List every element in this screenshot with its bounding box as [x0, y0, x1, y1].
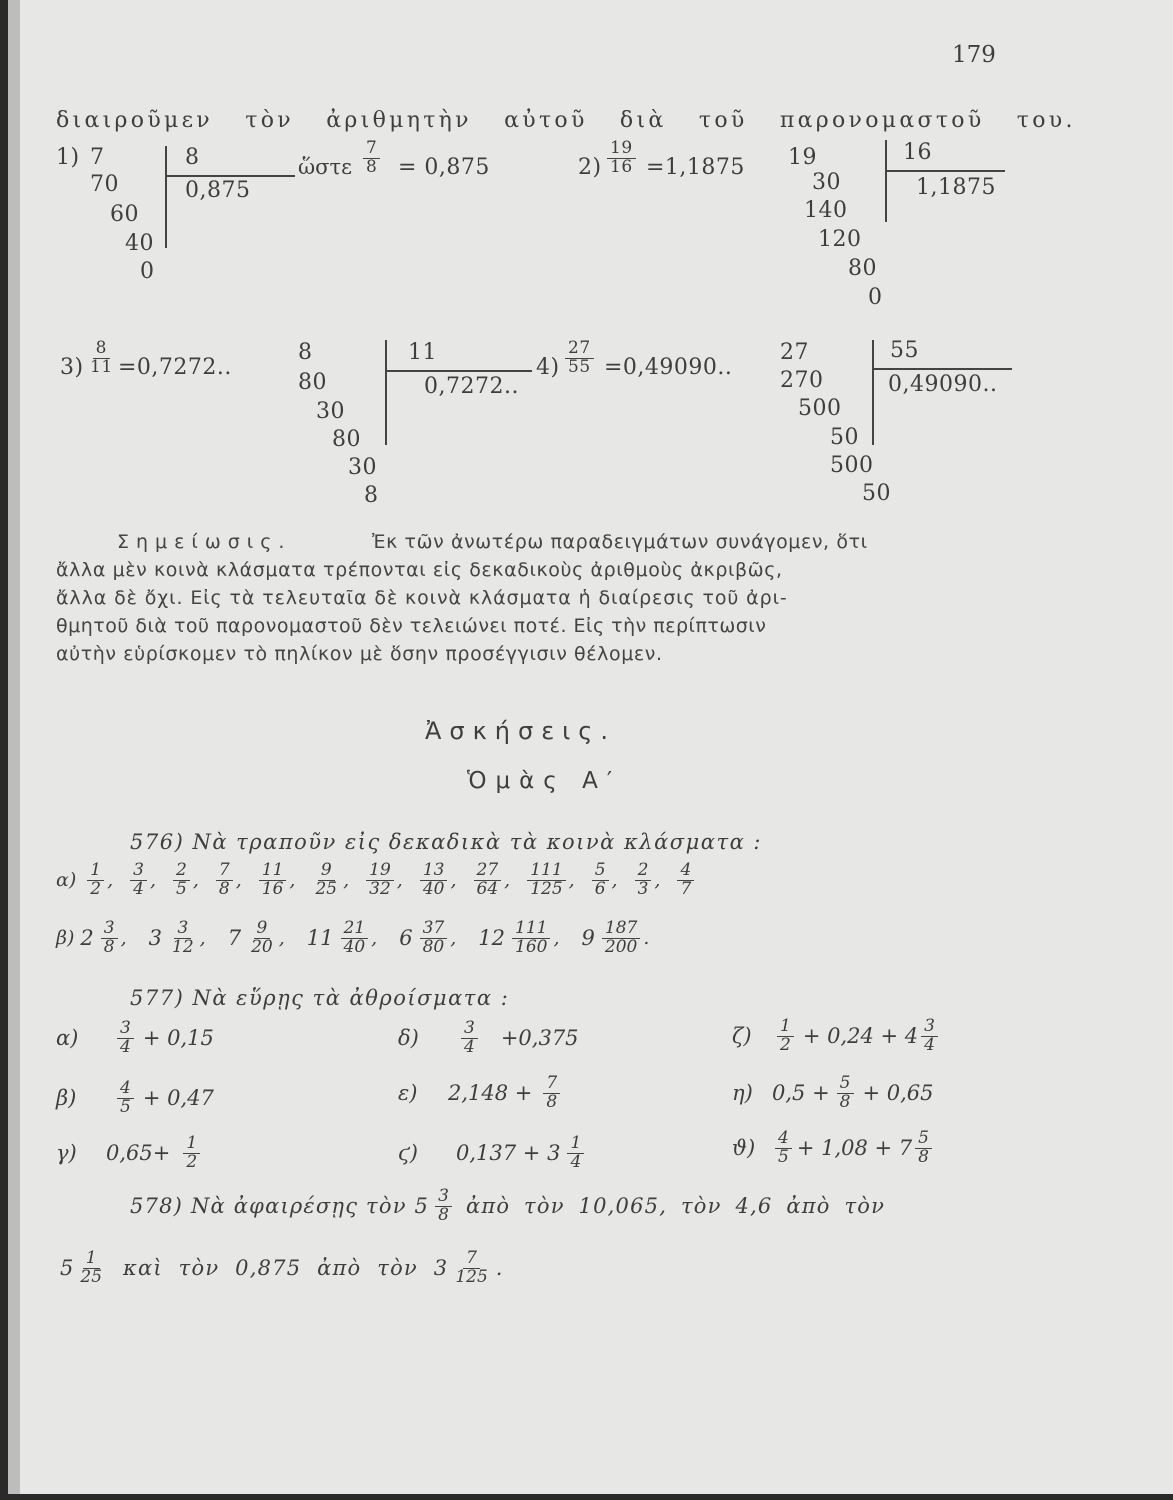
ex1-step: 40 — [125, 231, 154, 256]
ex1-step: 0 — [140, 259, 155, 284]
ex576-a-fraction: $\frac{2}{5}$ , — [170, 862, 199, 899]
ex576-b-mixed-number: 2 $\frac{3}{8}$ , — [80, 918, 127, 957]
intro-line: διαιροῦμεν τὸν ἀριθμητὴν αὐτοῦ διὰ τοῦ παρονομαστοῦ του. — [56, 108, 1076, 133]
ex1-label: 1) — [56, 145, 80, 170]
ex2-step: 0 — [868, 285, 883, 310]
ex1-step: 70 — [90, 172, 119, 197]
ex3-division-rule — [387, 370, 532, 372]
ex2-fraction: $\frac{19}{16}$ — [607, 140, 636, 177]
ex576-a-row — [56, 862, 711, 899]
note-heading: Σημείωσις. — [117, 531, 292, 553]
ex3-result: =0,7272.. — [118, 355, 232, 380]
ex576-a-fraction: $\frac{11}{16}$ , — [256, 862, 296, 899]
ex1-step: 7 — [90, 145, 105, 170]
ex2-result: =1,1875 — [646, 155, 745, 180]
ex577-d: δ) $\frac{3}{4}$ +0,375 — [398, 1018, 579, 1057]
ex2-step: 19 — [788, 145, 817, 170]
ex577-f: ϛ) 0,137 + 3 $\frac{1}{4}$ — [398, 1135, 587, 1172]
ex3-quotient: 0,7272.. — [424, 374, 519, 399]
ex576-a-fraction: $\frac{27}{64}$ , — [471, 862, 511, 899]
ex576-b-mixed-number: 7 $\frac{9}{20}$ , — [227, 918, 285, 957]
ex577-i: ϑ) $\frac{4}{5}$ + 1,08 + 7 $\frac{5}{8}$ — [732, 1130, 935, 1167]
ex576-a-fraction: $\frac{7}{8}$ , — [213, 862, 242, 899]
ex577-g: ζ) $\frac{1}{2}$ + 0,24 + 4 $\frac{3}{4}$ — [732, 1018, 941, 1055]
ex576-b-mixed-number: 11 $\frac{21}{40}$ , — [306, 918, 378, 957]
ex2-division-bar — [885, 140, 887, 222]
ex576-b-label: β) — [56, 927, 75, 950]
ex3-step: 80 — [298, 370, 327, 395]
ex2-quotient: 1,1875 — [916, 175, 996, 200]
ex4-step: 50 — [830, 425, 859, 450]
ex3-step: 80 — [332, 427, 361, 452]
ex3-step: 30 — [316, 399, 345, 424]
ex4-division-bar — [872, 340, 874, 445]
exercises-title: Ἀσκήσεις. — [425, 717, 617, 745]
ex1-divisor: 8 — [185, 145, 200, 170]
ex576-a-fraction: $\frac{5}{6}$ , — [589, 862, 618, 899]
ex4-step: 500 — [830, 453, 874, 478]
ex1-division-bar — [165, 146, 167, 248]
ex2-step: 120 — [818, 227, 862, 252]
ex576-a-fraction: $\frac{3}{4}$ , — [127, 862, 156, 899]
note-line: ἄλλα δὲ ὄχι. Εἰς τὰ τελευταῖα δὲ κοινὰ κλάσματα ἡ διαίρεσις τοῦ ἀρι- — [56, 587, 788, 609]
ex3-label: 3) — [60, 355, 84, 380]
ex4-result: =0,49090.. — [604, 355, 733, 380]
ex576-a-fraction: $\frac{111}{125}$ , — [524, 862, 575, 899]
ex578-line2: 5 $\frac{1}{25}$ καὶ τὸν 0,875 ἀπὸ τὸν 3 $\frac{7}{125}$ . — [60, 1248, 503, 1287]
ex576-b-row — [56, 920, 671, 957]
ex4-label: 4) — [536, 355, 560, 380]
ex3-step: 8 — [364, 483, 379, 508]
ex576-b-mixed-number: 3 $\frac{3}{12}$ , — [148, 918, 206, 957]
ex4-divisor: 55 — [890, 338, 919, 363]
group-title: Ὁμὰς Α′ — [467, 768, 622, 794]
ex4-quotient: 0,49090.. — [888, 372, 998, 397]
ex576-title: 576) Νὰ τραποῦν εἰς δεκαδικὰ τὰ κοινὰ κλάσματα : — [130, 830, 763, 854]
book-spine-shadow — [0, 0, 8, 1500]
ex2-label: 2) — [578, 155, 602, 180]
ex576-a-fractions — [84, 862, 711, 899]
note-line: Ἐκ τῶν ἀνωτέρω παραδειγμάτων συνάγομεν, ὅτι — [372, 531, 868, 553]
ex4-step: 500 — [798, 396, 842, 421]
ex577-title: 577) Νὰ εὕρῃς τὰ ἀθροίσματα : — [130, 986, 510, 1010]
ex576-b-mixed-numbers — [80, 920, 671, 957]
ex577-h: η) 0,5 + $\frac{5}{8}$ + 0,65 — [732, 1073, 934, 1112]
ex4-fraction: $\frac{27}{55}$ — [565, 340, 594, 377]
ex576-a-fraction: $\frac{2}{3}$ , — [632, 862, 661, 899]
ex1-division-rule — [167, 175, 295, 177]
ex4-step: 50 — [862, 481, 891, 506]
ex576-a-fraction: $\frac{13}{40}$ , — [417, 862, 457, 899]
ex577-b: β) $\frac{4}{5}$ + 0,47 — [56, 1078, 214, 1117]
ex2-step: 140 — [804, 198, 848, 223]
ex1-result: = 0,875 — [398, 155, 490, 180]
note-line: ἄλλα μὲν κοινὰ κλάσματα τρέπονται εἰς δεκαδικοὺς ἀριθμοὺς ἀκριβῶς, — [56, 559, 783, 581]
ex3-fraction: $\frac{8}{11}$ — [90, 338, 113, 377]
ex576-a-fraction: $\frac{1}{2}$ , — [84, 862, 113, 899]
ex576-b-mixed-number: 6 $\frac{37}{80}$ , — [399, 918, 457, 957]
ex577-c: γ) 0,65+ $\frac{1}{2}$ — [56, 1135, 203, 1172]
page-bottom-edge — [0, 1494, 1173, 1500]
ex578-line1: 578) Νὰ ἀφαιρέσῃς τὸν 5 $\frac{3}{8}$ ἀπὸ τὸν 10,065, τὸν 4,6 ἀπὸ τὸν — [130, 1186, 886, 1225]
ex576-a-fraction: $\frac{9}{25}$ , — [315, 860, 350, 899]
page-number: 179 — [952, 42, 996, 68]
ex577-a: α) $\frac{3}{4}$ + 0,15 — [56, 1018, 214, 1057]
ex578-period: . — [495, 1256, 503, 1281]
book-spine-edge — [8, 0, 20, 1500]
ex576-a-fraction: $\frac{4}{7}$ — [674, 862, 697, 899]
ex1-quotient: 0,875 — [185, 178, 251, 203]
ex2-step: 30 — [812, 170, 841, 195]
ex1-step: 60 — [110, 202, 139, 227]
ex2-division-rule — [887, 170, 1005, 172]
ex577-e: ε) 2,148 + $\frac{7}{8}$ — [398, 1075, 563, 1112]
note-line: αὐτὴν εὑρίσκομεν τὸ πηλίκον μὲ ὅσην προσέγγισιν θέλομεν. — [56, 643, 663, 665]
note-line: θμητοῦ διὰ τοῦ παρονομαστοῦ δὲν τελειώνει ποτέ. Εἰς τὴν περίπτωσιν — [56, 615, 767, 637]
ex576-b-mixed-number: 12 $\frac{111}{160}$ , — [478, 918, 560, 957]
ex3-division-bar — [385, 340, 387, 445]
ex3-divisor: 11 — [408, 340, 437, 365]
ex576-a-fraction: $\frac{19}{32}$ , — [363, 862, 403, 899]
ex3-step: 30 — [348, 455, 377, 480]
ex4-step: 27 — [780, 340, 809, 365]
ex576-b-mixed-number: 9 $\frac{187}{200}$ . — [581, 918, 650, 957]
ex4-step: 270 — [780, 368, 824, 393]
ex2-step: 80 — [848, 256, 877, 281]
ex1-word: ὥστε — [298, 155, 352, 179]
ex2-divisor: 16 — [903, 140, 932, 165]
ex1-fraction: $\frac{7}{8}$ — [363, 140, 380, 177]
ex576-a-label: α) — [56, 869, 77, 892]
ex3-step: 8 — [298, 340, 313, 365]
ex4-division-rule — [874, 368, 1012, 370]
